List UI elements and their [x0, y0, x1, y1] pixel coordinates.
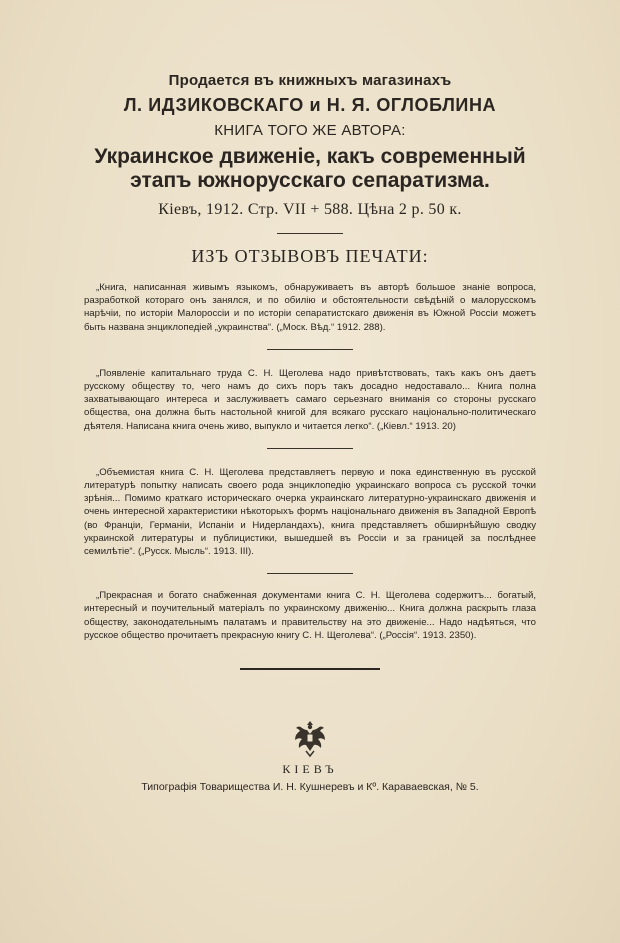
divider-long — [240, 668, 380, 670]
review-rossiya: „Прекрасная и богато снабженная документами книга С. Н. Щеголева содержитъ... богатый, интересный и поучительный матерiалъ по украинскому движенiю... Книга должна раскрыть глаза обществу, законодательнымъ палатамъ и правительству на это движенiе... Надо надѣяться, что русское общество прочитаетъ прекрасную книгу С. Н. Щеголева“. („Россiя“. 1913. 2350). — [84, 590, 536, 641]
divider-review-2 — [267, 448, 353, 449]
double-headed-eagle-emblem-icon — [293, 718, 327, 758]
divider-review-1 — [267, 349, 353, 350]
book-title-line-1: Украинское движенiе, какъ современный — [94, 145, 526, 168]
book-title — [78, 145, 542, 193]
book-title-line-2: этапъ южнорусскаго сепаратизма. — [130, 169, 490, 192]
same-author-line: КНИГА ТОГО ЖЕ АВТОРА: — [214, 122, 406, 139]
city-line: КIЕВЪ — [282, 762, 338, 777]
divider-short — [277, 233, 343, 234]
shops-line: Л. ИДЗИКОВСКАГО и Н. Я. ОГЛОБЛИНА — [123, 95, 497, 115]
reviews-heading: ИЗЪ ОТЗЫВОВЪ ПЕЧАТИ: — [191, 246, 429, 266]
sold-at-line: Продается въ книжныхъ магазинахъ — [168, 72, 452, 89]
printer-line: Типографiя Товарищества И. Н. Кушнеревъ и Кº. Караваевская, № 5. — [141, 781, 479, 794]
review-russkaya-mysl: „Объемистая книга С. Н. Щеголева представляетъ первую и пока единственную въ русской литературѣ попытку написать своего рода энциклопедiю украинскаго вопроса съ русской точки зрѣнiя... Помимо краткаго историческаго очерка украинскаго литературно-украинскаго движенiя и очень интересной характеристики нѣкоторыхъ формъ нацiональнаго движенiя въ Западной Европѣ (во Францiи, Германiи, Испанiи и Нидерландахъ), книга представляетъ обширнѣйшую сводку украинской литературы и публицистики, вышедшей въ Россiи и за границей за послѣднее семилѣтiе“. („Русск. Мысль“. 1913. III). — [84, 466, 536, 558]
imprint-line: Кiевъ, 1912. Стр. VII + 588. Цѣна 2 р. 50 к. — [158, 201, 462, 218]
review-kievlyanin: „Появленiе капитальнаго труда С. Н. Щеголева надо привѣтствовать, такъ какъ онъ даетъ русскому обществу то, чего намъ до сихъ поръ такъ досадно недоставало... Книга полна захватывающаго интереса и заслуживаетъ самаго серьезнаго вниманiя со стороны русскаго общества, она должна быть настольной книгой для всякаго русскаго нацiонально-политическаго дѣятеля. Написана книга очень живо, выпукло и читается легко“. („Кiевл.“ 1913. 20) — [84, 367, 536, 432]
divider-review-3 — [267, 573, 353, 574]
review-moskovskie-vedomosti: „Книга, написанная живымъ языкомъ, обнаруживаетъ въ авторѣ большое знанiе вопроса, разработкой котораго онъ занялся, и по обилiю и обстоятельности свѣдѣнiй о малорусскомъ нарѣчiи, по исторiи Малороссiи и по исторiи сепаратистскаго движенiя въ Южной Россiи можетъ быть названа энциклопедiей „украинства“. („Моск. Вѣд.“ 1912. 288). — [84, 282, 536, 333]
